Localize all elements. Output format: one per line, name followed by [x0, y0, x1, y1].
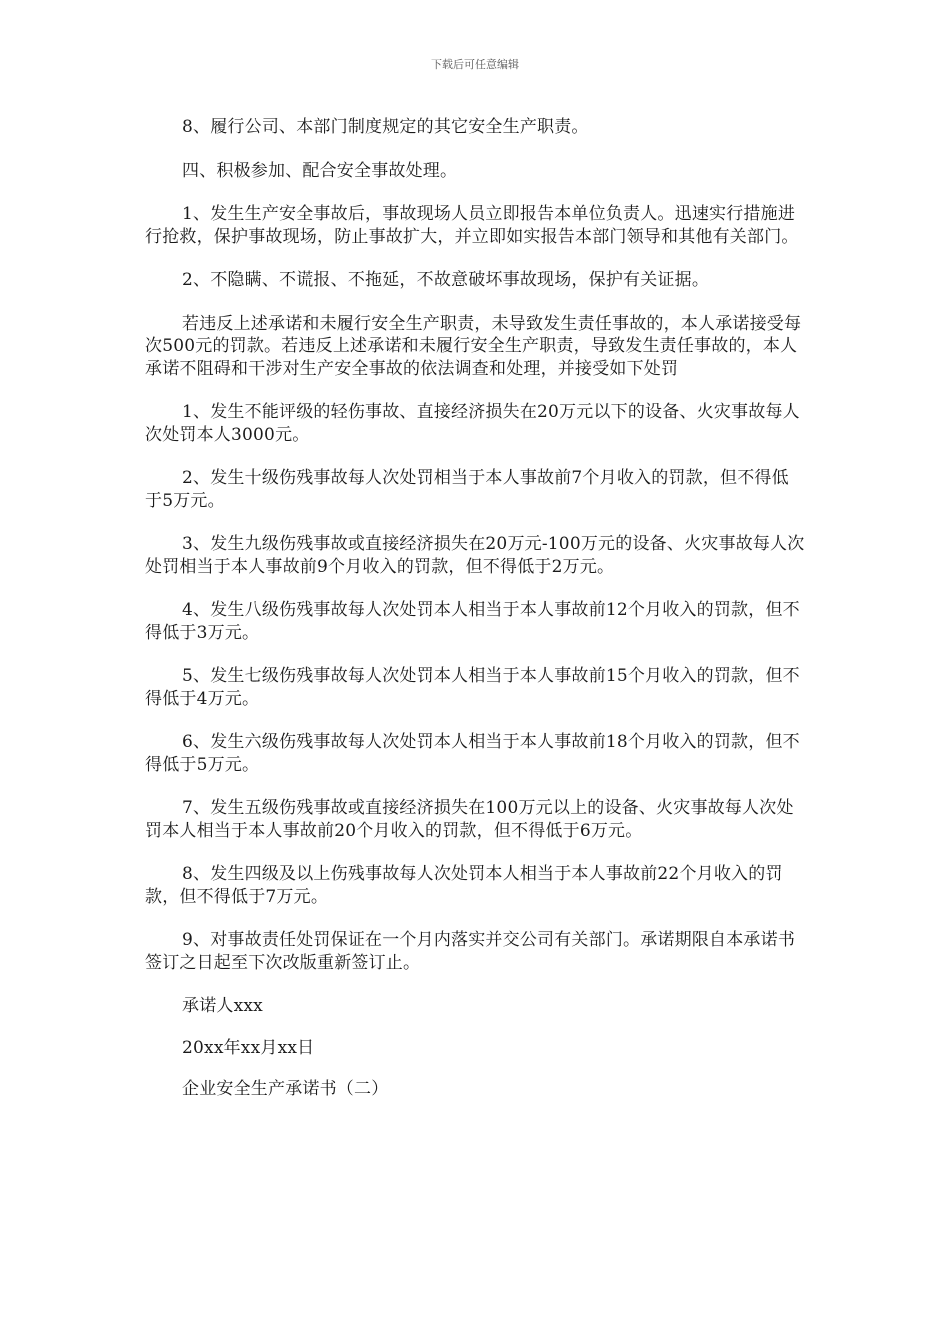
list-item: 7、发生五级伤残事故或直接经济损失在100万元以上的设备、火灾事故每人次处罚本人相当于本人事故前20个月收入的罚款，但不得低于6万元。 [145, 798, 794, 841]
paragraph: 若违反上述承诺和未履行安全生产职责，未导致发生责任事故的，本人承诺接受每次500元的罚款。若违反上述承诺和未履行安全生产职责，导致发生责任事故的，本人承诺不阻碍和干涉对生产安全事故的依法调查和处理，并接受如下处罚 [145, 313, 802, 379]
document-body [145, 116, 805, 1122]
list-item: 3、发生九级伤残事故或直接经济损失在20万元-100万元的设备、火灾事故每人次处罚相当于本人事故前9个月收入的罚款，但不得低于2万元。 [145, 534, 805, 577]
list-item: 8、发生四级及以上伤残事故每人次处罚本人相当于本人事故前22个月收入的罚款，但不得低于7万元。 [145, 864, 783, 907]
list-item: 4、发生八级伤残事故每人次处罚本人相当于本人事故前12个月收入的罚款，但不得低于3万元。 [145, 600, 800, 643]
list-item: 6、发生六级伤残事故每人次处罚本人相当于本人事故前18个月收入的罚款，但不得低于5万元。 [145, 732, 800, 775]
list-item: 2、发生十级伤残事故每人次处罚相当于本人事故前7个月收入的罚款，但不得低于5万元。 [145, 468, 789, 511]
list-item: 9、对事故责任处罚保证在一个月内落实并交公司有关部门。承诺期限自本承诺书签订之日起至下次改版重新签订止。 [145, 930, 796, 973]
signatory-line: 承诺人xxx [182, 996, 263, 1016]
page-header: 下载后可任意编辑 [431, 58, 519, 71]
paragraph: 1、发生生产安全事故后，事故现场人员立即报告本单位负责人。迅速实行措施进行抢救，保护事故现场，防止事故扩大，并立即如实报告本部门领导和其他有关部门。 [145, 204, 799, 247]
document-title: 企业安全生产承诺书（二） [182, 1079, 389, 1099]
list-item: 5、发生七级伤残事故每人次处罚本人相当于本人事故前15个月收入的罚款，但不得低于4万元。 [145, 666, 800, 709]
paragraph: 2、不隐瞒、不谎报、不拖延，不故意破坏事故现场，保护有关证据。 [182, 270, 710, 290]
paragraph: 8、履行公司、本部门制度规定的其它安全生产职责。 [182, 117, 589, 137]
list-item: 1、发生不能评级的轻伤事故、直接经济损失在20万元以下的设备、火灾事故每人次处罚本人3000元。 [145, 402, 800, 445]
date-line: 20xx年xx月xx日 [182, 1037, 315, 1058]
section-heading: 四、积极参加、配合安全事故处理。 [182, 160, 458, 181]
